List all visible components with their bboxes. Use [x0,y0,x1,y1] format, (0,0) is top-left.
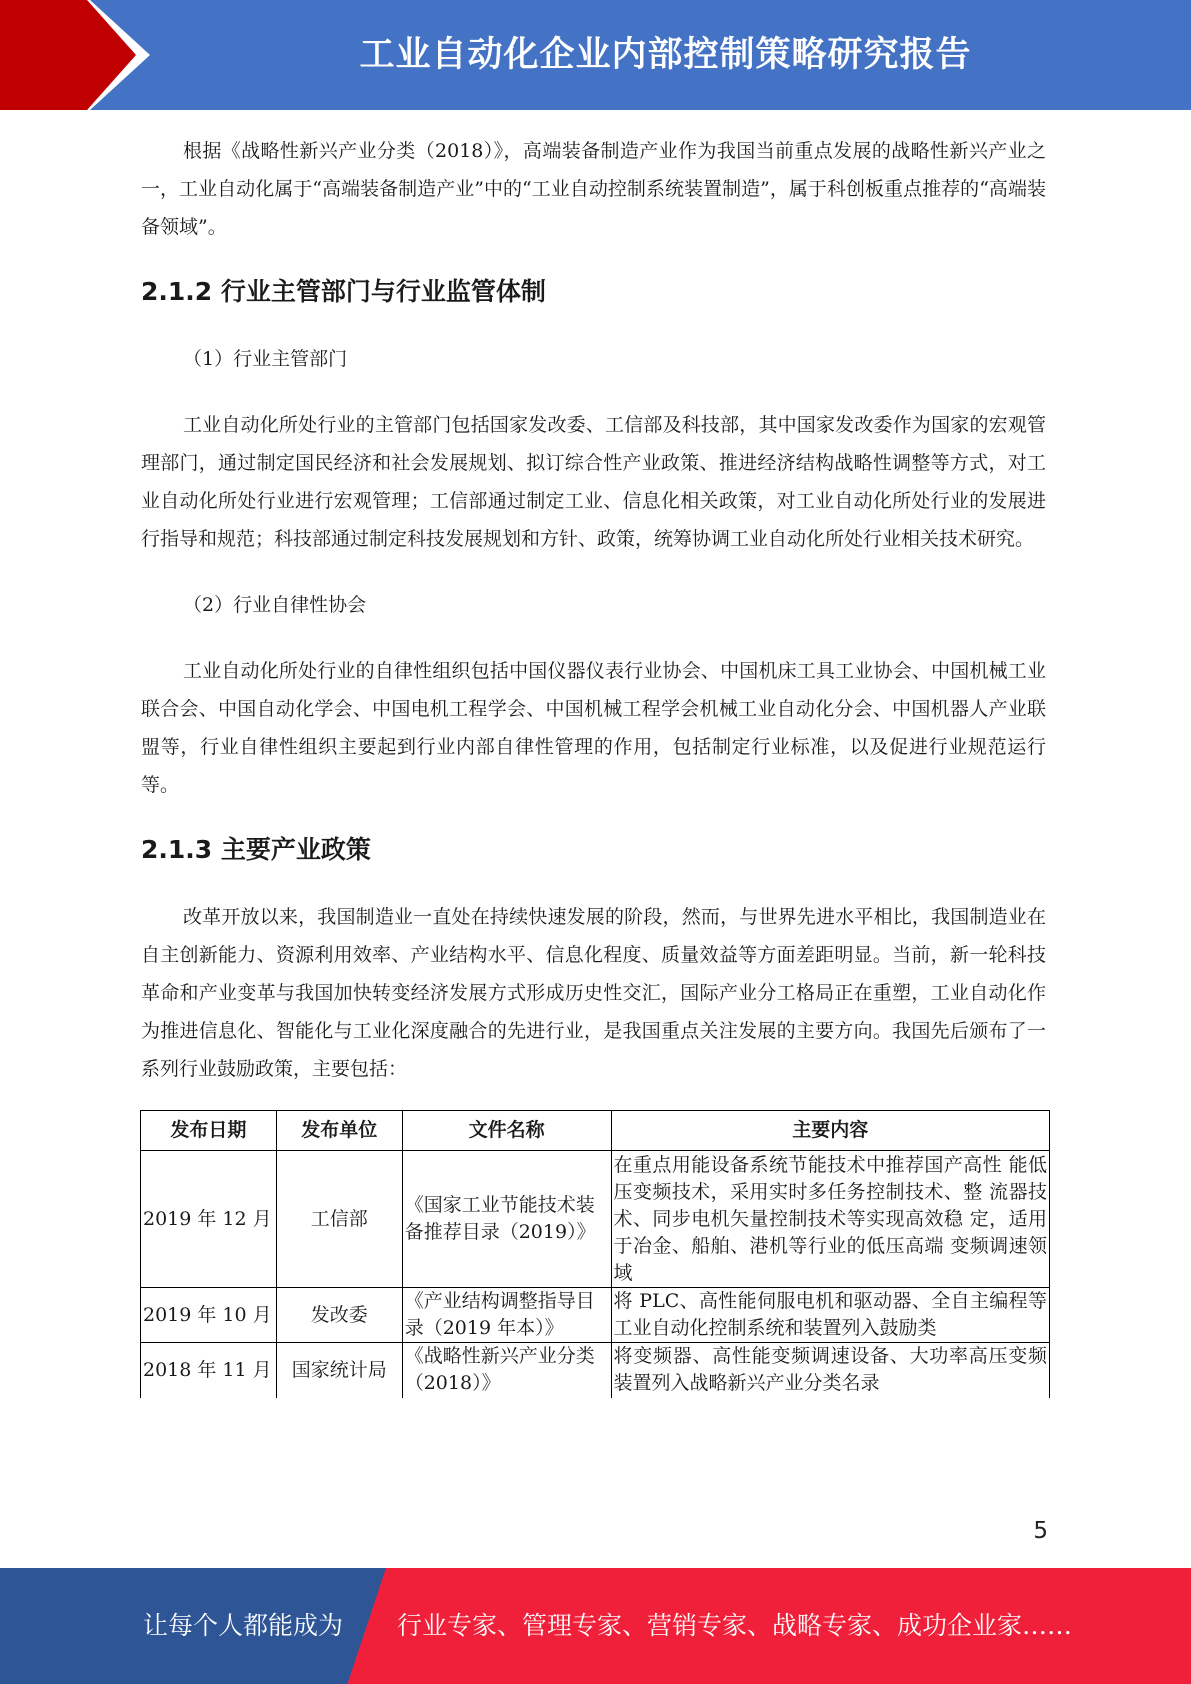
policy-table [140,1110,1050,1398]
table-row [141,1151,1050,1288]
page-header [0,0,1191,110]
page-content [141,132,1046,1398]
cell-unit: 国家统计局 [276,1343,402,1398]
header-release-date: 发布日期 [141,1111,277,1151]
paragraph-industry-policy: 改革开放以来，我国制造业一直处在持续快速发展的阶段，然而，与世界先进水平相比，我国制造业在自主创新能力、资源利用效率、产业结构水平、信息化程度、质量效益等方面差距明显。当前，新一轮科技革命和产业变革与我国加快转变经济发展方式形成历史性交汇，国际产业分工格局正在重塑，工业自动化作为推进信息化、智能化与工业化深度融合的先进行业，是我国重点关注发展的主要方向。我国先后颁布了一系列行业鼓励政策，主要包括： [141,906,1046,1080]
footer-slogan-right: 行业专家、管理专家、营销专家、战略专家、成功企业家…… [397,1611,1073,1640]
section-heading-2-1-3: 2.1.3 主要产业政策 [141,835,371,864]
cell-document: 《战略性新兴产业分类（2018）》 [402,1343,611,1398]
subheading-self-regulatory-association: （2）行业自律性协会 [183,594,367,616]
header-document-name: 文件名称 [402,1111,611,1151]
cell-date: 2018 年 11 月 [141,1343,277,1398]
intro-paragraph: 根据《战略性新兴产业分类（2018）》，高端装备制造产业作为我国当前重点发展的战略性新兴产业之一，工业自动化属于“高端装备制造产业”中的“工业自动控制系统装置制造”，属于科创板重点推荐的“高端装备领域”。 [141,140,1046,238]
cell-document: 《国家工业节能技术装备推荐目录（2019）》 [402,1151,611,1288]
report-title: 工业自动化企业内部控制策略研究报告 [359,35,972,75]
paragraph-self-regulatory-association: 工业自动化所处行业的自律性组织包括中国仪器仪表行业协会、中国机床工具工业协会、中国机械工业联合会、中国自动化学会、中国电机工程学会、中国机械工程学会机械工业自动化分会、中国机器人产业联盟等，行业自律性组织主要起到行业内部自律性管理的作用，包括制定行业标准，以及促进行业规范运行等。 [141,660,1046,796]
cell-date: 2019 年 10 月 [141,1288,277,1343]
cell-content: 将 PLC、高性能伺服电机和驱动器、全自主编程等工业自动化控制系统和装置列入鼓励类 [611,1288,1049,1343]
page-number: 5 [1033,1518,1048,1544]
header-issuing-unit: 发布单位 [276,1111,402,1151]
cell-date: 2019 年 12 月 [141,1151,277,1288]
cell-document: 《产业结构调整指导目录（2019 年本）》 [402,1288,611,1343]
paragraph-competent-department: 工业自动化所处行业的主管部门包括国家发改委、工信部及科技部，其中国家发改委作为国家的宏观管理部门，通过制定国民经济和社会发展规划、拟订综合性产业政策、推进经济结构战略性调整等方式，对工业自动化所处行业进行宏观管理；工信部通过制定工业、信息化相关政策，对工业自动化所处行业的发展进行指导和规范；科技部通过制定科技发展规划和方针、政策，统筹协调工业自动化所处行业相关技术研究。 [141,414,1046,550]
cell-content: 将变频器、高性能变频调速设备、大功率高压变频装置列入战略新兴产业分类名录 [611,1343,1049,1398]
subheading-competent-department: （1）行业主管部门 [183,348,348,370]
table-row [141,1288,1050,1343]
cell-unit: 工信部 [276,1151,402,1288]
table-row [141,1343,1050,1398]
cell-content: 在重点用能设备系统节能技术中推荐国产高性 能低压变频技术，采用实时多任务控制技术、整 流器技术、同步电机矢量控制技术等实现高效稳 定，适用于冶金、船舶、港机等行业的低压高端 变频调速领域 [611,1151,1049,1288]
header-arrow-icon [0,0,136,110]
page-footer [0,1568,1191,1684]
footer-slogan-left: 让每个人都能成为 [143,1611,344,1640]
section-heading-2-1-2: 2.1.2 行业主管部门与行业监管体制 [141,277,546,306]
table-header-row [141,1111,1050,1151]
header-main-content: 主要内容 [611,1111,1049,1151]
cell-unit: 发改委 [276,1288,402,1343]
